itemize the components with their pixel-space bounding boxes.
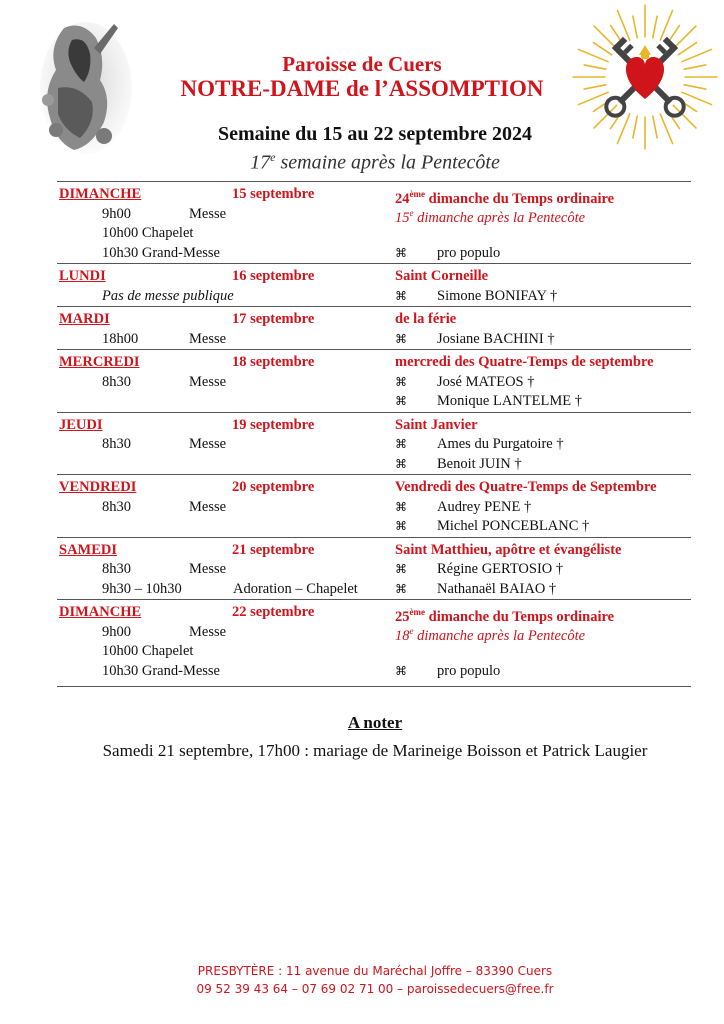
mass-intention: Simone BONIFAY † — [437, 287, 558, 304]
day-name: MERCREDI — [59, 354, 140, 370]
row-right — [395, 580, 691, 600]
row-left — [57, 373, 395, 393]
service-time: 8h30 — [102, 436, 131, 452]
liturgical-day — [395, 353, 691, 373]
day-header-row — [57, 353, 691, 373]
parish-name: Paroisse de Cuers — [282, 52, 442, 76]
row-left — [57, 580, 395, 600]
cross-icon: ⌘ — [395, 331, 407, 346]
mass-intention: pro populo — [437, 244, 501, 261]
day-header-row — [57, 267, 691, 287]
row-right — [395, 662, 691, 682]
feast-text: 24 — [395, 190, 410, 207]
row-left — [57, 560, 395, 580]
day-left — [57, 603, 395, 623]
schedule-row — [57, 580, 691, 600]
cross-icon: ⌘ — [395, 245, 407, 260]
footer-contact: 09 52 39 43 64 – 07 69 02 71 00 – paroissedecuers@free.fr — [196, 982, 554, 996]
service-time: 18h00 — [102, 330, 139, 347]
schedule-row — [57, 560, 691, 580]
pentecost-sup: e — [409, 208, 414, 219]
schedule-row — [57, 392, 691, 412]
day-date: 19 septembre — [232, 416, 315, 433]
mass-intention: Monique LANTELME † — [437, 393, 582, 409]
day-block — [57, 263, 691, 306]
day-date: 15 septembre — [232, 186, 315, 202]
schedule-row — [57, 623, 691, 643]
day-header-row — [57, 541, 691, 561]
cross-icon: ⌘ — [395, 456, 407, 471]
row-left — [57, 205, 395, 225]
schedule-row — [57, 435, 691, 455]
notes-text: Samedi 21 septembre, 17h00 : mariage de Marineige Boisson et Patrick Laugier — [102, 741, 648, 760]
row-left — [57, 287, 395, 307]
pentecost-rest: dimanche après la Pentecôte — [413, 210, 586, 227]
row-right — [395, 287, 691, 307]
day-name: DIMANCHE — [59, 604, 142, 620]
pentecost-num: 15 — [395, 210, 410, 227]
service-name: Messe — [189, 623, 227, 640]
liturgical-day — [395, 267, 691, 287]
day-name: VENDREDI — [59, 479, 137, 495]
schedule-row — [57, 517, 691, 537]
day-header-row — [57, 478, 691, 498]
feast-sup: ème — [409, 189, 425, 199]
feast-text: de la férie — [395, 311, 457, 327]
row-right — [395, 244, 691, 264]
feast-text: Saint Janvier — [395, 416, 478, 433]
pentecost-sup: e — [409, 626, 414, 637]
liturgical-day — [395, 478, 691, 498]
service-time: 8h30 — [102, 373, 131, 390]
day-header-row — [57, 416, 691, 436]
mass-intention: Nathanaël BAIAO † — [437, 580, 557, 597]
cross-icon: ⌘ — [395, 519, 407, 533]
row-left — [57, 498, 395, 518]
feast-text: 25 — [395, 608, 410, 625]
notes-heading: A noter — [347, 713, 403, 732]
cross-icon: ⌘ — [395, 288, 407, 303]
week-subtitle: 17e semaine après la Pentecôte — [250, 150, 500, 174]
cross-icon: ⌘ — [395, 437, 407, 451]
service-time: 8h30 — [102, 498, 131, 515]
day-left — [57, 541, 395, 561]
row-left — [57, 623, 395, 643]
row-right — [395, 560, 691, 580]
row-right — [395, 330, 691, 350]
row-right — [395, 642, 691, 662]
cross-icon: ⌘ — [395, 581, 407, 596]
row-left — [57, 455, 395, 475]
day-left — [57, 416, 395, 436]
row-left — [57, 224, 395, 244]
service-text: 10h00 Chapelet — [102, 643, 194, 659]
schedule-row — [57, 455, 691, 475]
service-name: Adoration – Chapelet — [233, 580, 358, 597]
liturgical-day — [395, 416, 691, 436]
day-left — [57, 267, 395, 287]
day-block — [57, 599, 691, 687]
weekly-schedule — [57, 181, 691, 687]
mass-intention: Benoit JUIN † — [437, 455, 522, 472]
pentecost-rest: dimanche après la Pentecôte — [413, 628, 586, 645]
service-text: 10h30 Grand-Messe — [102, 244, 220, 261]
day-date: 22 septembre — [232, 604, 315, 620]
service-text: 10h00 Chapelet — [102, 225, 194, 241]
day-header-row — [57, 603, 691, 623]
row-right — [395, 623, 691, 643]
day-left — [57, 478, 395, 498]
day-date: 20 septembre — [232, 479, 315, 495]
service-name: Messe — [189, 373, 227, 390]
service-name: Messe — [189, 436, 227, 452]
cross-icon: ⌘ — [395, 663, 407, 678]
mass-intention: Josiane BACHINI † — [437, 330, 555, 347]
day-header-row — [57, 310, 691, 330]
day-name: JEUDI — [59, 416, 103, 433]
schedule-row — [57, 205, 691, 225]
row-right — [395, 455, 691, 475]
footer-address: PRESBYTÈRE : 11 avenue du Maréchal Joffre – 83390 Cuers — [197, 964, 553, 978]
day-block — [57, 349, 691, 412]
day-name: SAMEDI — [59, 541, 118, 558]
day-block — [57, 181, 691, 263]
service-name: Messe — [189, 498, 227, 515]
mass-intention: Ames du Purgatoire † — [437, 436, 564, 452]
schedule-row — [57, 224, 691, 244]
day-left — [57, 185, 395, 205]
church-name: NOTRE-DAME de l’ASSOMPTION — [180, 76, 544, 101]
service-time: 9h00 — [102, 623, 131, 640]
row-right — [395, 435, 691, 455]
row-left — [57, 392, 395, 412]
ray — [617, 10, 629, 40]
day-date: 21 septembre — [232, 541, 315, 558]
day-date: 17 septembre — [232, 311, 315, 327]
mass-intention: Michel PONCEBLANC † — [437, 518, 590, 534]
day-date: 16 septembre — [232, 268, 315, 284]
feast-rest: dimanche du Temps ordinaire — [425, 190, 615, 207]
day-block — [57, 306, 691, 349]
day-block — [57, 474, 691, 537]
row-right — [395, 205, 691, 225]
service-name: Messe — [189, 330, 227, 347]
day-left — [57, 310, 395, 330]
feast-text: Saint Corneille — [395, 268, 489, 284]
cross-icon: ⌘ — [395, 499, 407, 514]
schedule-row — [57, 662, 691, 682]
schedule-row — [57, 330, 691, 350]
liturgical-day — [395, 185, 691, 205]
schedule-row — [57, 642, 691, 662]
service-name: Messe — [189, 561, 227, 577]
feast-text: mercredi des Quatre-Temps de septembre — [395, 354, 654, 370]
row-right — [395, 498, 691, 518]
service-time: 9h00 — [102, 205, 131, 222]
day-header-row — [57, 185, 691, 205]
row-left — [57, 662, 395, 682]
row-left — [57, 244, 395, 264]
row-left — [57, 435, 395, 455]
feast-sup: ème — [409, 607, 425, 617]
liturgical-day — [395, 603, 691, 623]
schedule-row — [57, 498, 691, 518]
service-text: 10h30 Grand-Messe — [102, 662, 220, 679]
row-left — [57, 330, 395, 350]
mass-intention: José MATEOS † — [437, 373, 535, 390]
row-right — [395, 517, 691, 537]
pentecost-num: 18 — [395, 628, 410, 645]
schedule-row — [57, 244, 691, 264]
feast-text: Saint Matthieu, apôtre et évangéliste — [395, 541, 622, 558]
cross-icon: ⌘ — [395, 394, 407, 408]
no-mass-note: Pas de messe publique — [102, 287, 234, 304]
ray — [653, 16, 657, 38]
day-name: MARDI — [59, 311, 110, 327]
row-left — [57, 642, 395, 662]
liturgical-day — [395, 541, 691, 561]
cross-icon: ⌘ — [395, 374, 407, 389]
cross-icon: ⌘ — [395, 562, 407, 576]
row-left — [57, 517, 395, 537]
row-right — [395, 224, 691, 244]
schedule-row — [57, 287, 691, 307]
feast-rest: dimanche du Temps ordinaire — [425, 608, 615, 625]
day-block — [57, 537, 691, 600]
service-time: 9h30 – 10h30 — [102, 580, 182, 597]
row-right — [395, 373, 691, 393]
service-name: Messe — [189, 205, 227, 222]
liturgical-day — [395, 310, 691, 330]
mass-intention: pro populo — [437, 662, 501, 679]
mass-intention: Régine GERTOSIO † — [437, 561, 564, 577]
day-name: LUNDI — [59, 268, 106, 284]
day-left — [57, 353, 395, 373]
ray — [633, 16, 637, 38]
mass-intention: Audrey PENE † — [437, 498, 532, 515]
day-name: DIMANCHE — [59, 186, 142, 202]
service-time: 8h30 — [102, 561, 131, 577]
feast-text: Vendredi des Quatre-Temps de Septembre — [395, 479, 657, 495]
schedule-row — [57, 373, 691, 393]
day-block — [57, 412, 691, 475]
ray — [660, 10, 672, 40]
row-right — [395, 392, 691, 412]
week-title: Semaine du 15 au 22 septembre 2024 — [217, 123, 533, 145]
day-date: 18 septembre — [232, 354, 315, 370]
